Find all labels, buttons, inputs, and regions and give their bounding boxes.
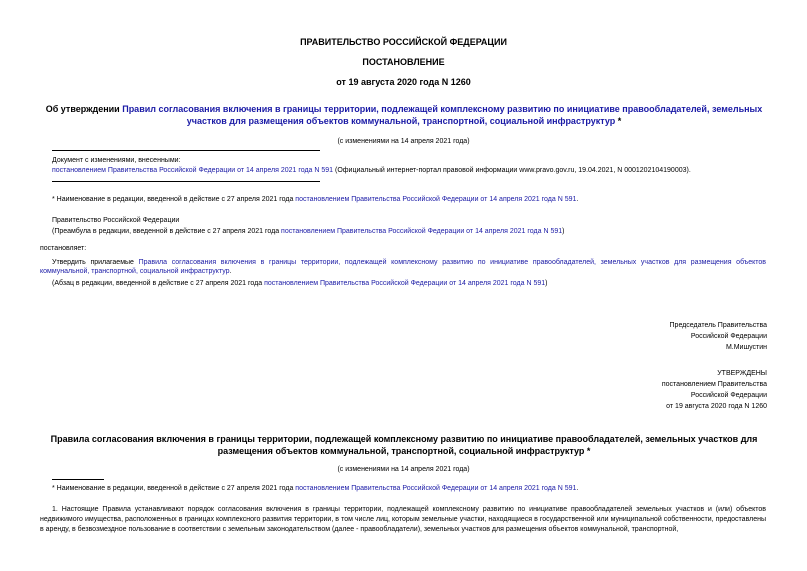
- preamble-note-text: (Преамбула в редакции, введенной в действие с 27 апреля 2021 года: [52, 228, 282, 235]
- signature-block: [670, 320, 767, 353]
- rules-title: Правила согласования включения в границы территории, подлежащей комплексному развитию по инициативе правообладателей, земельных участков для размещения объектов коммунальной, транспортной, социальной инфраструктур *: [50, 434, 758, 456]
- amendment-note-2: (с изменениями на 14 апреля 2021 года): [337, 466, 470, 473]
- changes-intro: Документ с изменениями, внесенными:: [52, 157, 181, 164]
- abzac-text: (Абзац в редакции, введенной в действие с 27 апреля 2021 года: [52, 280, 265, 287]
- divider: [52, 181, 320, 182]
- changes-link[interactable]: постановлением Правительства Российской Федерации от 14 апреля 2021 года N 591: [52, 167, 334, 174]
- approved-country: Российской Федерации: [690, 392, 767, 399]
- footnote-divider: [52, 479, 104, 480]
- abzac-link[interactable]: постановлением Правительства Российской Федерации от 14 апреля 2021 года N 591: [264, 280, 546, 287]
- preamble-note: [52, 227, 564, 236]
- abzac-end: ): [545, 280, 548, 287]
- changes-rest: (Официальный интернет-портал правовой информации www.pravo.gov.ru, 19.04.2021, N 0001202104190003).: [333, 167, 691, 174]
- approve-link[interactable]: Правила согласования включения в границы территории, подлежащей комплексному развитию по инициативе правообладателей, земельных участков для размещения объектов коммунальной, транспортной, социальной инфраструктур: [40, 259, 766, 275]
- footnote2-end: .: [576, 485, 579, 492]
- preamble-text: Правительство Российской Федерации: [52, 217, 180, 224]
- approve-paragraph: [40, 258, 766, 276]
- approved-heading: УТВЕРЖДЕНЫ: [717, 370, 767, 377]
- divider: [52, 150, 320, 151]
- document-title: [44, 103, 764, 127]
- approved-date: от 19 августа 2020 года N 1260: [666, 403, 767, 410]
- changes-line: [52, 166, 691, 175]
- title-prefix: Об утверждении: [45, 104, 123, 114]
- footnote-text: * Наименование в редакции, введенной в действие с 27 апреля 2021 года: [52, 196, 296, 203]
- footnote-title: [52, 195, 578, 204]
- preamble-note-end: ): [562, 228, 565, 235]
- approved-by: постановлением Правительства: [661, 381, 767, 388]
- signature-position: Председатель Правительства: [669, 322, 767, 329]
- signature-country: Российской Федерации: [690, 333, 767, 340]
- government-heading: ПРАВИТЕЛЬСТВО РОССИЙСКОЙ ФЕДЕРАЦИИ: [300, 37, 507, 47]
- document-date-number: от 19 августа 2020 года N 1260: [336, 77, 471, 87]
- document-type: ПОСТАНОВЛЕНИЕ: [362, 57, 445, 67]
- preamble-link[interactable]: постановлением Правительства Российской Федерации от 14 апреля 2021 года N 591: [281, 228, 563, 235]
- rules-paragraph-1: 1. Настоящие Правила устанавливают порядок согласования включения в границы территории, подлежащей комплексному развитию по инициативе правообладателей земельных участков и (или) объектов недвижимого имущества, расположенных в границах комплексного развития территории, в том числе лиц, которым земельные участки, находящиеся в государственной или муниципальной собственности, предоставлены в аренду, в безвозмездное пользование в соответствии с земельным законодательством (далее - правообладатели), земельных участков для размещения объектов коммунальной, транспортной,: [40, 506, 766, 533]
- footnote-end: .: [576, 196, 579, 203]
- title-suffix: *: [615, 116, 622, 126]
- approve-text: Утвердить прилагаемые: [52, 259, 139, 266]
- footnote2-text: * Наименование в редакции, введенной в действие с 27 апреля 2021 года: [52, 485, 296, 492]
- signature-name: М.Мишустин: [725, 344, 767, 351]
- abzac-note: [52, 279, 547, 288]
- footnote-link[interactable]: постановлением Правительства Российской Федерации от 14 апреля 2021 года N 591: [295, 196, 577, 203]
- amendment-note: (с изменениями на 14 апреля 2021 года): [337, 138, 470, 145]
- resolves-text: постановляет:: [40, 245, 87, 252]
- title-link[interactable]: Правил согласования включения в границы территории, подлежащей комплексному развитию по инициативе правообладателей, земельных участков для размещения объектов коммунальной, транспортной, социальной инфраструктур: [122, 104, 763, 126]
- approve-end: .: [229, 268, 232, 275]
- footnote-rules-title: [52, 484, 578, 493]
- footnote2-link[interactable]: постановлением Правительства Российской Федерации от 14 апреля 2021 года N 591: [295, 485, 577, 492]
- approved-block: [662, 368, 767, 412]
